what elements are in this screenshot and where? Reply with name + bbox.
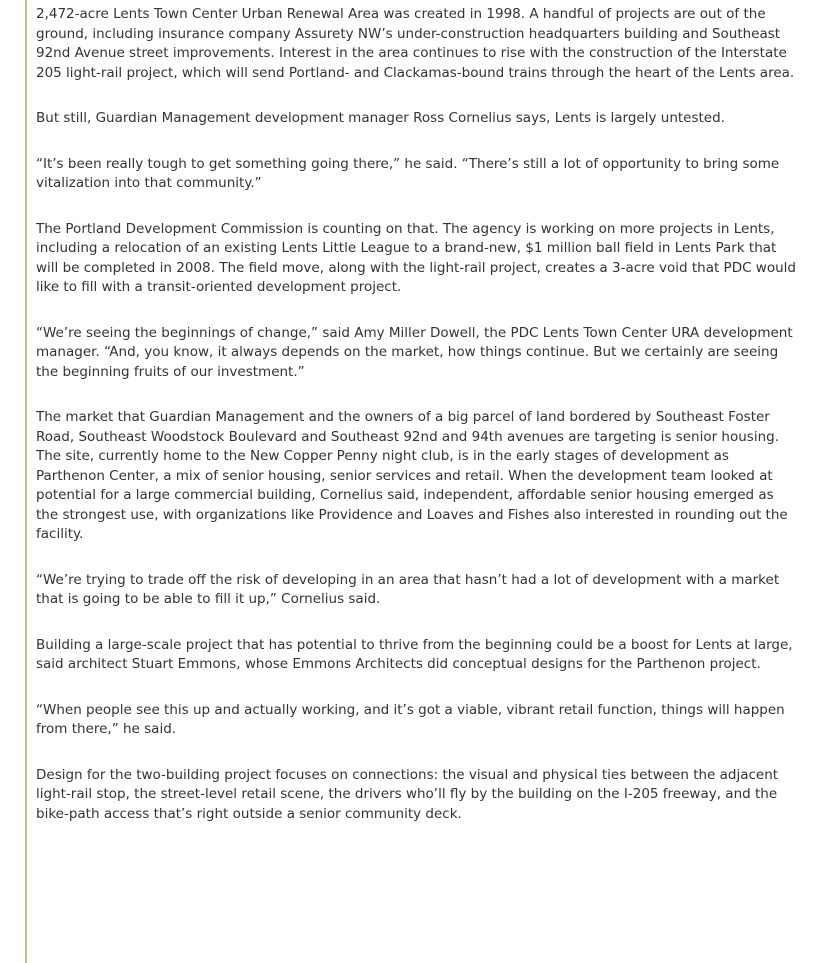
article-paragraph: “We’re trying to trade off the risk of developing in an area that hasn’t had a lot of development with a market that is going to be able to fill it up,” Cornelius said. — [36, 571, 780, 607]
quote-border-line — [25, 0, 27, 963]
article-paragraph: The Portland Development Commission is counting on that. The agency is working on more projects in Lents, including a relocation of an existing Lents Little League to a brand-new, $1 million ball field in Lents Park that will be completed in 2008. The field move, along with the light-rail project, creates a 3-acre void that PDC would like to fill with a transit-oriented development project. — [36, 220, 796, 295]
article-paragraph: But still, Guardian Management development manager Ross Cornelius says, Lents is largely untested. — [36, 110, 725, 126]
article-paragraph: Building a large-scale project that has potential to thrive from the beginning could be a boost for Lents at large, said architect Stuart Emmons, whose Emmons Architects did conceptual designs for the Parthenon project. — [36, 636, 793, 672]
article-content — [36, 5, 798, 824]
article-paragraph: 2,472-acre Lents Town Center Urban Renewal Area was created in 1998. A handful of projects are out of the ground, including insurance company Assurety NW’s under-construction headquarters building and Southeast 92nd Avenue street improvements. Interest in the area continues to rise with the construction of the Interstate 205 light-rail project, which will send Portland- and Clackamas-bound trains through the heart of the Lents area. — [36, 6, 795, 81]
article-paragraph: “When people see this up and actually working, and it’s got a viable, vibrant retail function, things will happen from there,” he said. — [36, 701, 785, 737]
article-paragraph: The market that Guardian Management and the owners of a big parcel of land bordered by Southeast Foster Road, Southeast Woodstock Boulevard and Southeast 92nd and 94th avenues are targeting is senior housing. The site, currently home to the New Copper Penny night club, is in the early stages of development as Parthenon Center, a mix of senior housing, senior services and retail. When the development team looked at potential for a large commercial building, Cornelius said, independent, affordable senior housing emerged as the strongest use, with organizations like Providence and Loaves and Fishes also interested in rounding out the facility. — [36, 409, 788, 542]
article-paragraph: Design for the two-building project focuses on connections: the visual and physical ties between the adjacent light-rail stop, the street-level retail scene, the drivers who’ll fly by the building on the I-205 freeway, and the bike-path access that’s right outside a senior community deck. — [36, 766, 779, 822]
article-paragraph: “We’re seeing the beginnings of change,” said Amy Miller Dowell, the PDC Lents Town Center URA development manager. “And, you know, it always depends on the market, how things continue. But we certainly are seeing the beginning fruits of our investment.” — [36, 324, 793, 380]
article-paragraph: “It’s been really tough to get something going there,” he said. “There’s still a lot of opportunity to bring some vitalization into that community.” — [36, 155, 780, 191]
